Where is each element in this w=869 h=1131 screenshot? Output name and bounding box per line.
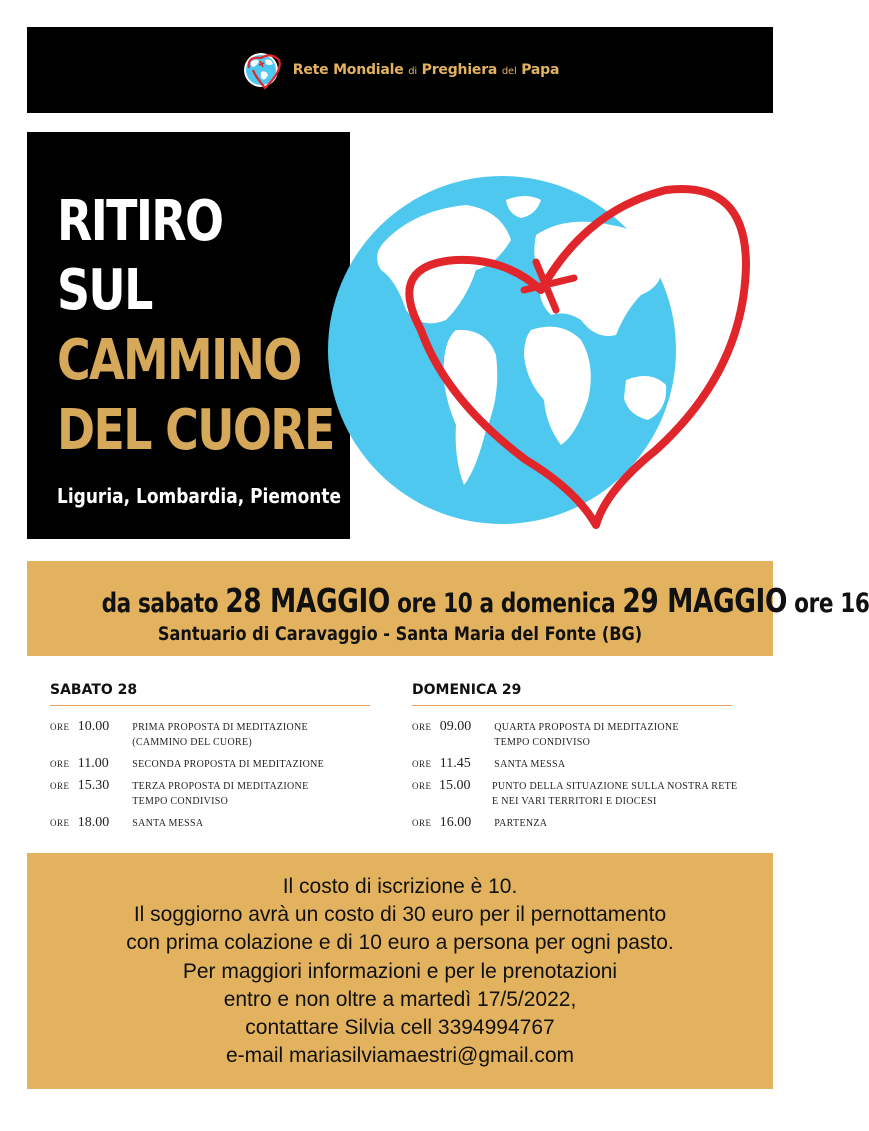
ore-label: ORE [412,818,432,828]
time: 15.00 [438,778,471,793]
ore-label: ORE [412,781,432,791]
time: 09.00 [439,719,472,734]
time: 15.30 [77,778,110,793]
ore-label: ORE [50,781,70,791]
date-banner [27,561,869,656]
activity-line: PARTENZA [494,818,548,829]
header-bar [27,27,773,113]
brand-part-1: Rete Mondiale [292,62,404,78]
date-range [101,581,869,620]
date-part-2: 28 MAGGIO [225,581,390,620]
activity-line: SANTA MESSA [132,818,204,829]
activity [492,778,738,809]
world-prayer-network-logo-icon [241,48,285,92]
ore-label: ORE [50,818,70,828]
brand-name [293,62,560,78]
info-cost: Il costo di iscrizione è 10. [282,875,518,898]
date-part-5: ore 16 [794,588,869,619]
ore-label: ORE [412,722,432,732]
time: 18.00 [77,815,110,830]
time: 11.45 [439,756,471,771]
date-part-1: da sabato [101,588,219,619]
schedule-row [412,778,738,809]
info-text [27,873,773,1070]
title-line-1: RITIRO [57,189,223,254]
brand-part-2: di [408,66,417,77]
brand-part-3: Preghiera [421,62,498,78]
activity-line: QUARTA PROPOSTA DI MEDITAZIONE [494,722,679,733]
schedule-row [50,815,370,831]
title-line-4: DEL CUORE [57,398,334,463]
time: 10.00 [77,719,110,734]
activity-line: TEMPO CONDIVISO [494,737,591,748]
brand-part-5: Papa [521,62,560,78]
schedule-row [412,719,732,750]
time: 16.00 [439,815,472,830]
activity-line: SANTA MESSA [494,759,566,770]
title-panel [27,132,350,539]
schedule-row [50,756,370,772]
info-panel [27,853,773,1089]
info-contact-phone: contattare Silvia cell 3394994767 [245,1016,555,1040]
date-part-4: 29 MAGGIO [622,581,788,620]
activity [132,756,370,772]
activity [494,815,732,831]
brand [241,48,560,92]
activity-line: PRIMA PROPOSTA DI MEDITAZIONE [132,722,308,733]
activity-line: PUNTO DELLA SITUAZIONE SULLA NOSTRA RETE [492,781,738,792]
day-title: SABATO 28 [50,682,370,706]
activity-line: TERZA PROPOSTA DI MEDITAZIONE [132,781,309,792]
venue: Santuario di Caravaggio - Santa Maria del Fonte (BG) [157,623,643,645]
ore-label: ORE [50,722,70,732]
date-part-3: ore 10 a domenica [397,588,616,619]
brand-part-4: del [501,66,517,77]
day-title: DOMENICA 29 [412,682,732,706]
info-stay: Il soggiorno avrà un costo di 30 euro per il pernottamento [133,903,667,927]
schedule-row [412,756,732,772]
title-line-2: SUL [57,258,152,323]
info-meals: con prima colazione e di 10 euro a persona per ogni pasto. [126,931,674,955]
activity [132,719,370,750]
schedule-row [50,778,370,809]
globe-heart-cross-icon [326,170,766,540]
activity [494,719,732,750]
activity-line: (CAMMINO DEL CUORE) [132,737,252,748]
schedule-saturday [50,682,370,831]
activity [132,815,370,831]
title-line-3: CAMMINO [57,328,301,393]
regions-subtitle: Liguria, Lombardia, Piemonte [57,484,342,508]
info-contact-email: e-mail mariasilviamaestri@gmail.com [225,1044,575,1068]
info-deadline: entro e non oltre a martedì 17/5/2022, [223,987,577,1011]
schedule-row [412,815,732,831]
schedule-sunday [412,682,738,831]
activity-line: TEMPO CONDIVISO [132,796,229,807]
ore-label: ORE [412,759,432,769]
schedule-row [50,719,370,750]
activity-line: SECONDA PROPOSTA DI MEDITAZIONE [132,759,325,770]
activity [494,756,732,772]
info-more: Per maggiori informazioni e per le prenotazioni [182,959,618,983]
activity [132,778,370,809]
time: 11.00 [77,756,109,771]
globe-heart-image [326,170,766,540]
activity-line: E NEI VARI TERRITORI E DIOCESI [492,796,657,807]
ore-label: ORE [50,759,70,769]
